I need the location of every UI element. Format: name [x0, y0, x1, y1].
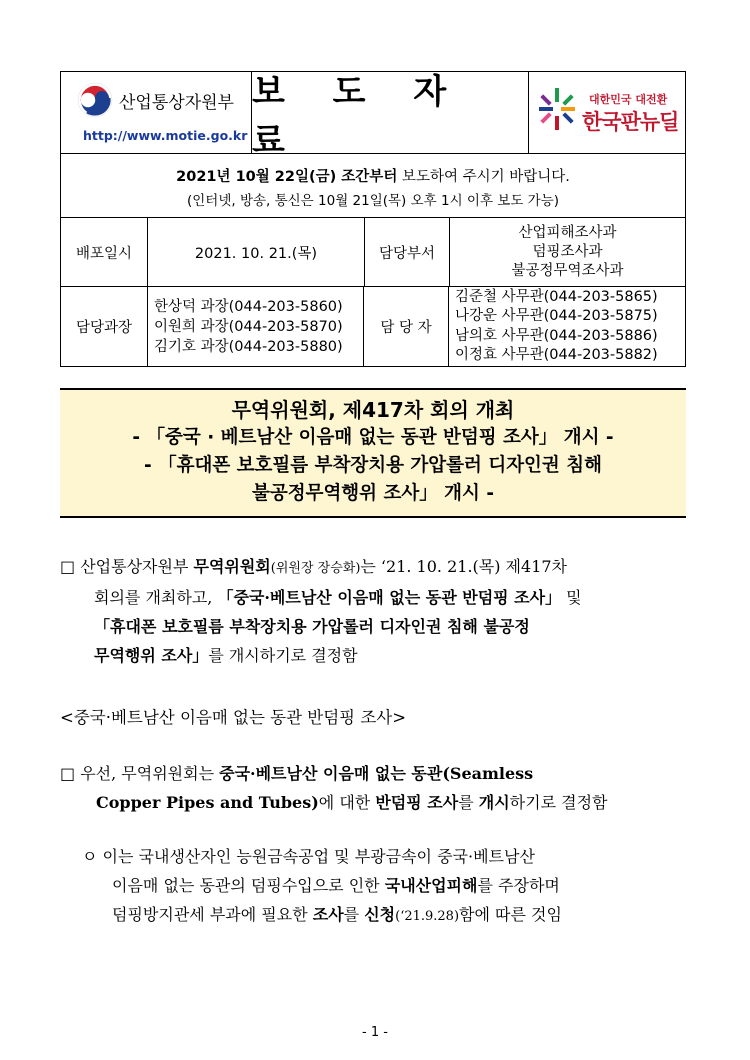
manager-list: [148, 287, 364, 366]
p2-bold: 반덤핑 조사: [375, 793, 459, 812]
korean-new-deal-logo: [528, 72, 685, 153]
ministry-logo: [61, 72, 252, 153]
press-header-table: [60, 71, 686, 367]
p1-text: □ 산업통상자원부: [60, 557, 194, 576]
staff-item: 이정효 사무관(044-203-5882): [455, 347, 658, 363]
dept-list: [450, 218, 685, 286]
p2-bold: 중국·베트남산 이음매 없는 동관(Seamless: [219, 764, 534, 783]
p2-bold: 개시: [478, 793, 510, 812]
page-number: - 1 -: [362, 1025, 388, 1040]
p1-bold: 「중국·베트남산 이음매 없는 동관 반덤핑 조사」: [217, 588, 562, 607]
p3-small: (‘21.9.28): [395, 909, 460, 924]
embargo-notice: [61, 154, 685, 218]
p3-text: 를 주장하며: [477, 876, 560, 895]
ministry-name: 산업통상자원부: [119, 93, 234, 113]
headline-sub2a: - 「휴대폰 보호필름 부착장치용 가압롤러 디자인권 침해: [144, 455, 602, 476]
release-date: 2021. 10. 21.(목): [148, 218, 365, 286]
staff-item: 나강운 사무관(044-203-5875): [455, 308, 658, 324]
staff-list: [449, 287, 685, 366]
p2-text: □ 우선, 무역위원회는: [60, 764, 220, 783]
p1-text: 회의를 개최하고,: [94, 588, 218, 607]
staff-label: 담 당 자: [364, 287, 449, 366]
embargo-online-note: (인터넷, 방송, 통신은 10월 21일(목) 오후 1시 이후 보도 가능): [186, 193, 560, 209]
section-heading: <중국·베트남산 이음매 없는 동관 반덤핑 조사>: [60, 708, 407, 727]
paragraph-3: [82, 842, 694, 931]
p3-text: 덤핑방지관세 부과에 필요한: [112, 905, 313, 924]
manager-label: 담당과장: [61, 287, 148, 366]
p3-text: ㅇ 이는 국내생산자인 능원금속공업 및 부광금속이 중국·베트남산: [82, 847, 535, 866]
paragraph-2: [60, 759, 696, 817]
staff-item: 남의호 사무관(044-203-5886): [455, 327, 658, 344]
p2-text: 에 대한: [318, 793, 376, 812]
headline-sub2b: 불공정무역행위 조사」 개시 -: [251, 483, 495, 504]
p3-bold: 신청: [364, 905, 396, 924]
p3-text: 를: [343, 905, 365, 924]
embargo-text: 보도하여 주시기 바랍니다.: [397, 169, 570, 185]
manager-item: 한상덕 과장(044-203-5860): [154, 298, 343, 315]
p1-text: 및: [561, 588, 582, 607]
p2-bold: Copper Pipes and Tubes): [96, 793, 319, 812]
p1-bold: 무역위원회: [193, 557, 271, 576]
p3-bold: 조사: [312, 905, 344, 924]
manager-item: 김기호 과장(044-203-5880): [154, 338, 343, 355]
p1-text: 는 ‘21. 10. 21.(목) 제417차: [360, 557, 568, 576]
p1-bold: 무역행위 조사」: [94, 646, 209, 665]
ministry-url[interactable]: http://www.motie.go.kr: [83, 128, 248, 143]
embargo-date: 2021년 10월 22일(금) 조간부터: [176, 169, 398, 185]
new-deal-name: 한국판뉴딜: [582, 110, 679, 134]
p3-bold: 국내산업피해: [384, 876, 478, 895]
p1-small: (위원장 장승화): [270, 561, 361, 576]
dept-item: 산업피해조사과: [518, 224, 617, 241]
p1-bold: 「휴대폰 보호필름 부착장치용 가압롤러 디자인권 침해 불공정: [94, 617, 530, 636]
headline-title: 무역위원회, 제417차 회의 개최: [231, 398, 515, 422]
dept-item: 불공정무역조사과: [511, 262, 624, 279]
release-date-label: 배포일시: [61, 218, 148, 286]
dept-label: 담당부서: [365, 218, 450, 286]
staff-item: 김준철 사무관(044-203-5865): [455, 288, 658, 305]
paragraph-1: [60, 552, 696, 670]
headline-box: [60, 388, 686, 518]
headline-sub1: - 「중국 · 베트남산 이음매 없는 동관 반덤핑 조사」 개시 -: [132, 427, 614, 448]
p1-text: 를 개시하기로 결정함: [208, 646, 358, 665]
p3-text: 이음매 없는 동관의 덤핑수입으로 인한: [112, 876, 385, 895]
p3-text: 함에 따른 것임: [459, 905, 562, 924]
manager-item: 이원희 과장(044-203-5870): [154, 318, 343, 335]
press-release-title: 보 도 자 료: [252, 71, 465, 161]
taegeuk-emblem-icon: [77, 82, 113, 118]
new-deal-star-icon: [537, 86, 577, 132]
p2-text: 를: [458, 793, 479, 812]
p2-text: 하기로 결정함: [509, 793, 608, 812]
new-deal-slogan: 대한민국 대전환: [589, 93, 668, 106]
dept-item: 덤핑조사과: [532, 243, 603, 260]
